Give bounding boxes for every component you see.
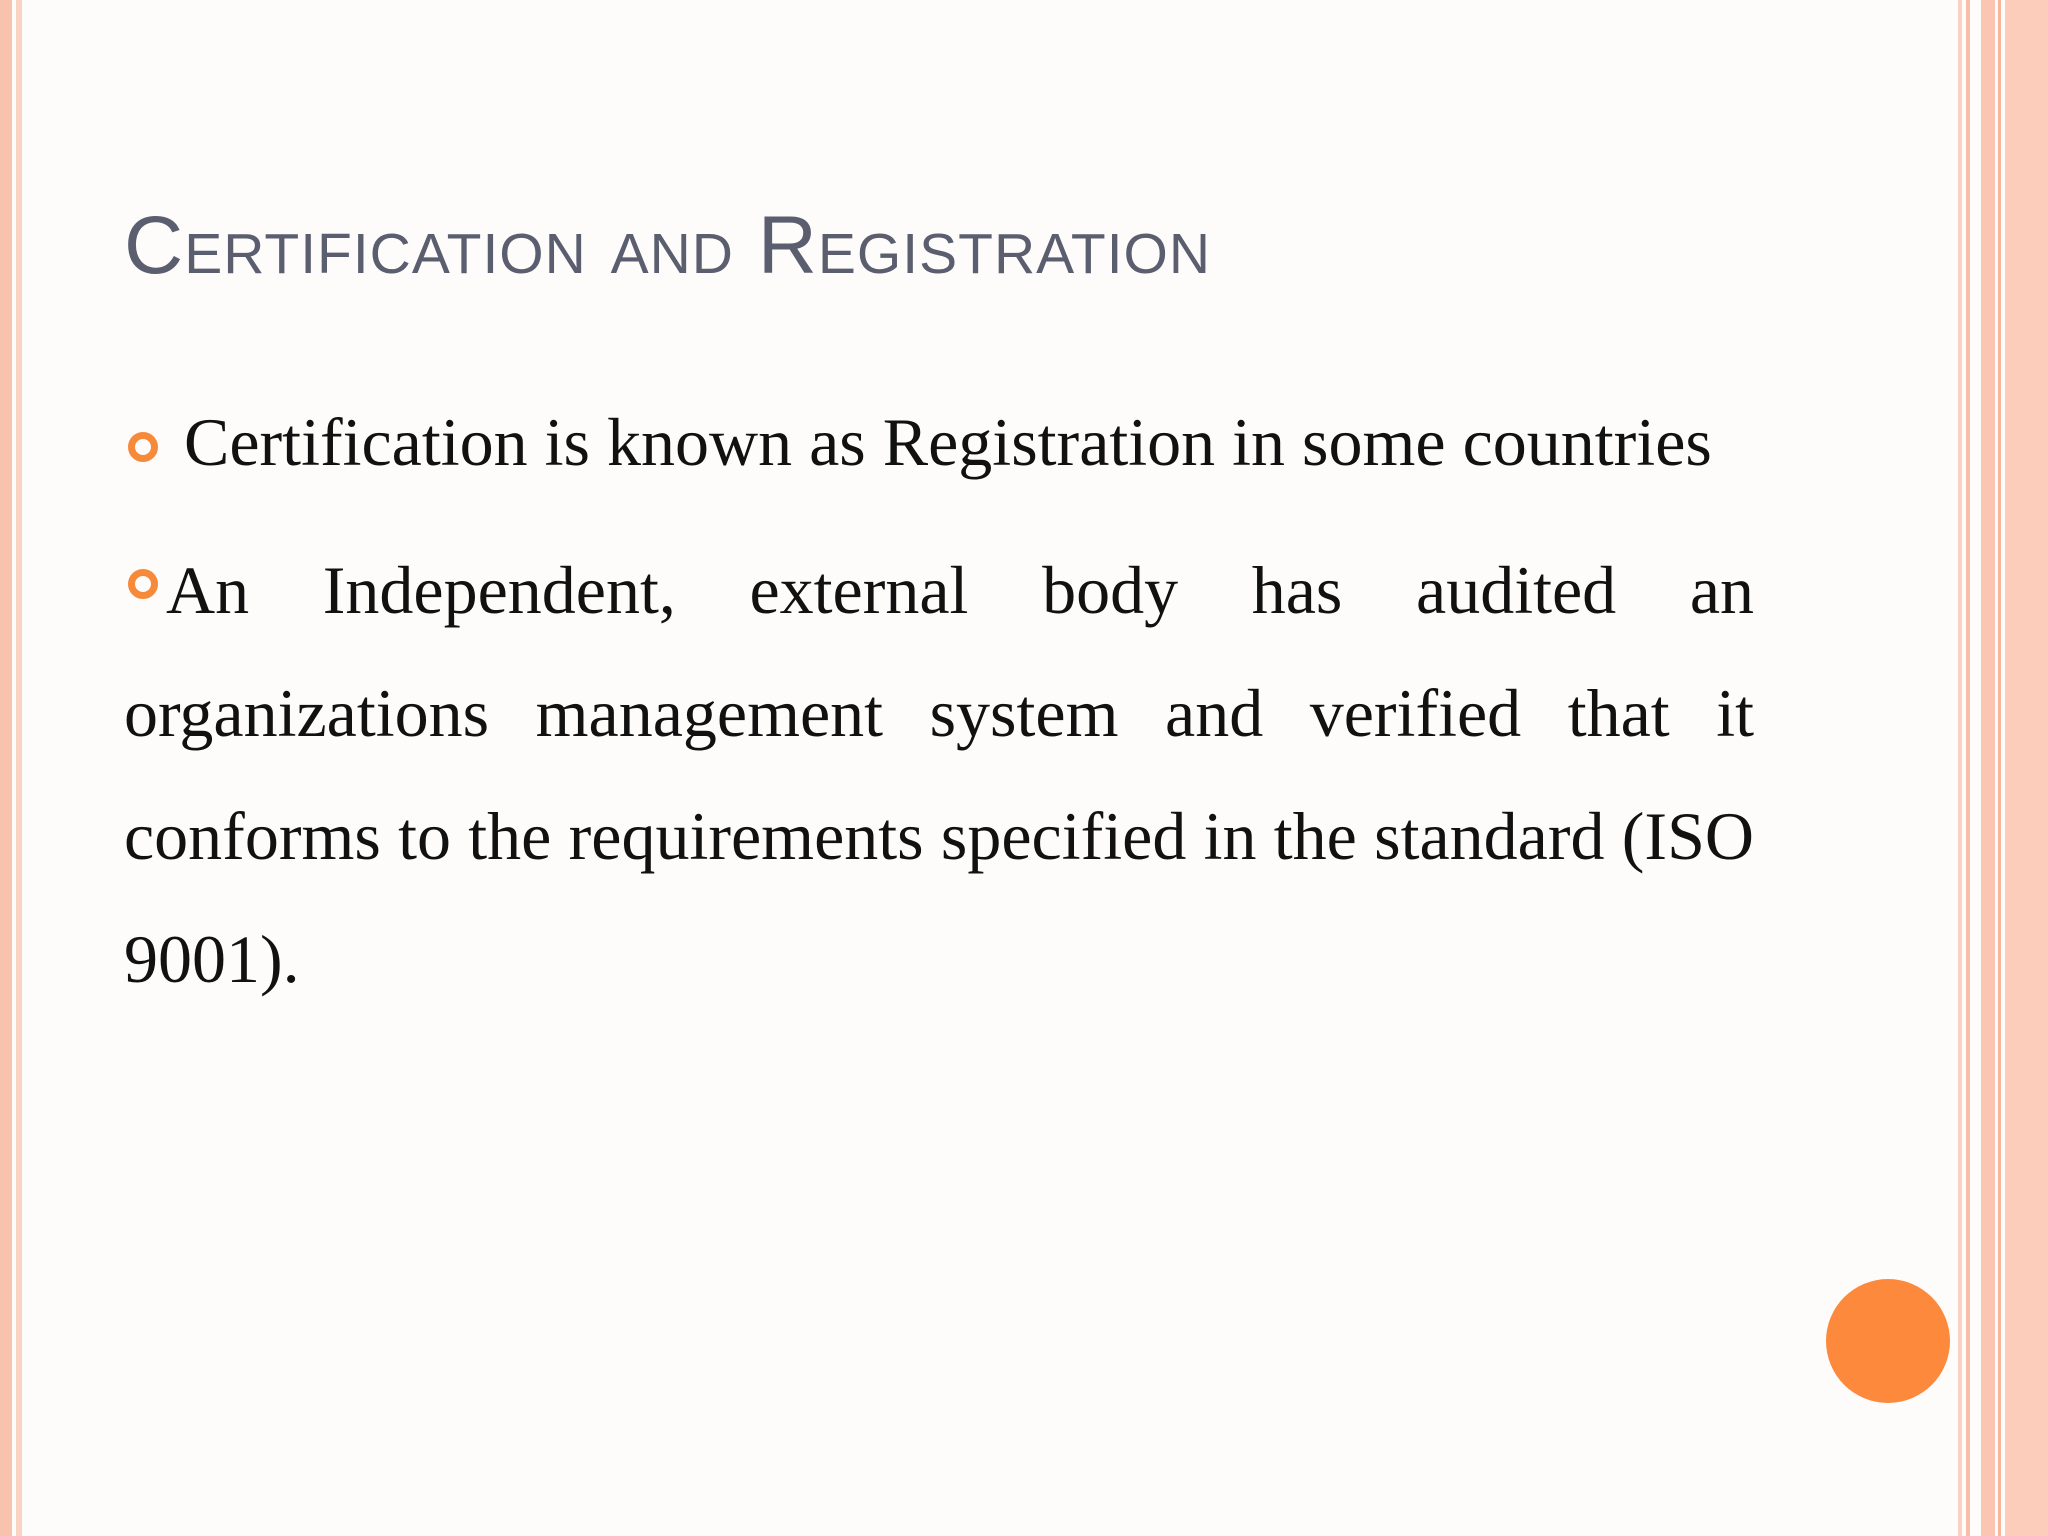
right-border-stripe [2005,0,2048,1536]
bullet-item: Certification is known as Registration in some countries [184,404,1712,480]
bullet-item: An Independent, external body has audited an organizations management system and verified that it conforms to the requirements specified in the standard (ISO 9001). [124,552,1754,997]
left-border-stripe [0,0,12,1536]
slide-title: Certification and Registration [124,200,1212,291]
left-border-stripe-inner [16,0,22,1536]
right-border-stripe [1966,0,1970,1536]
right-border-stripe [1998,0,2001,1536]
right-border-stripe [1981,0,1995,1536]
right-border-stripe [1958,0,1962,1536]
accent-circle-decoration [1826,1279,1950,1403]
bullet-circle-icon [128,432,158,462]
